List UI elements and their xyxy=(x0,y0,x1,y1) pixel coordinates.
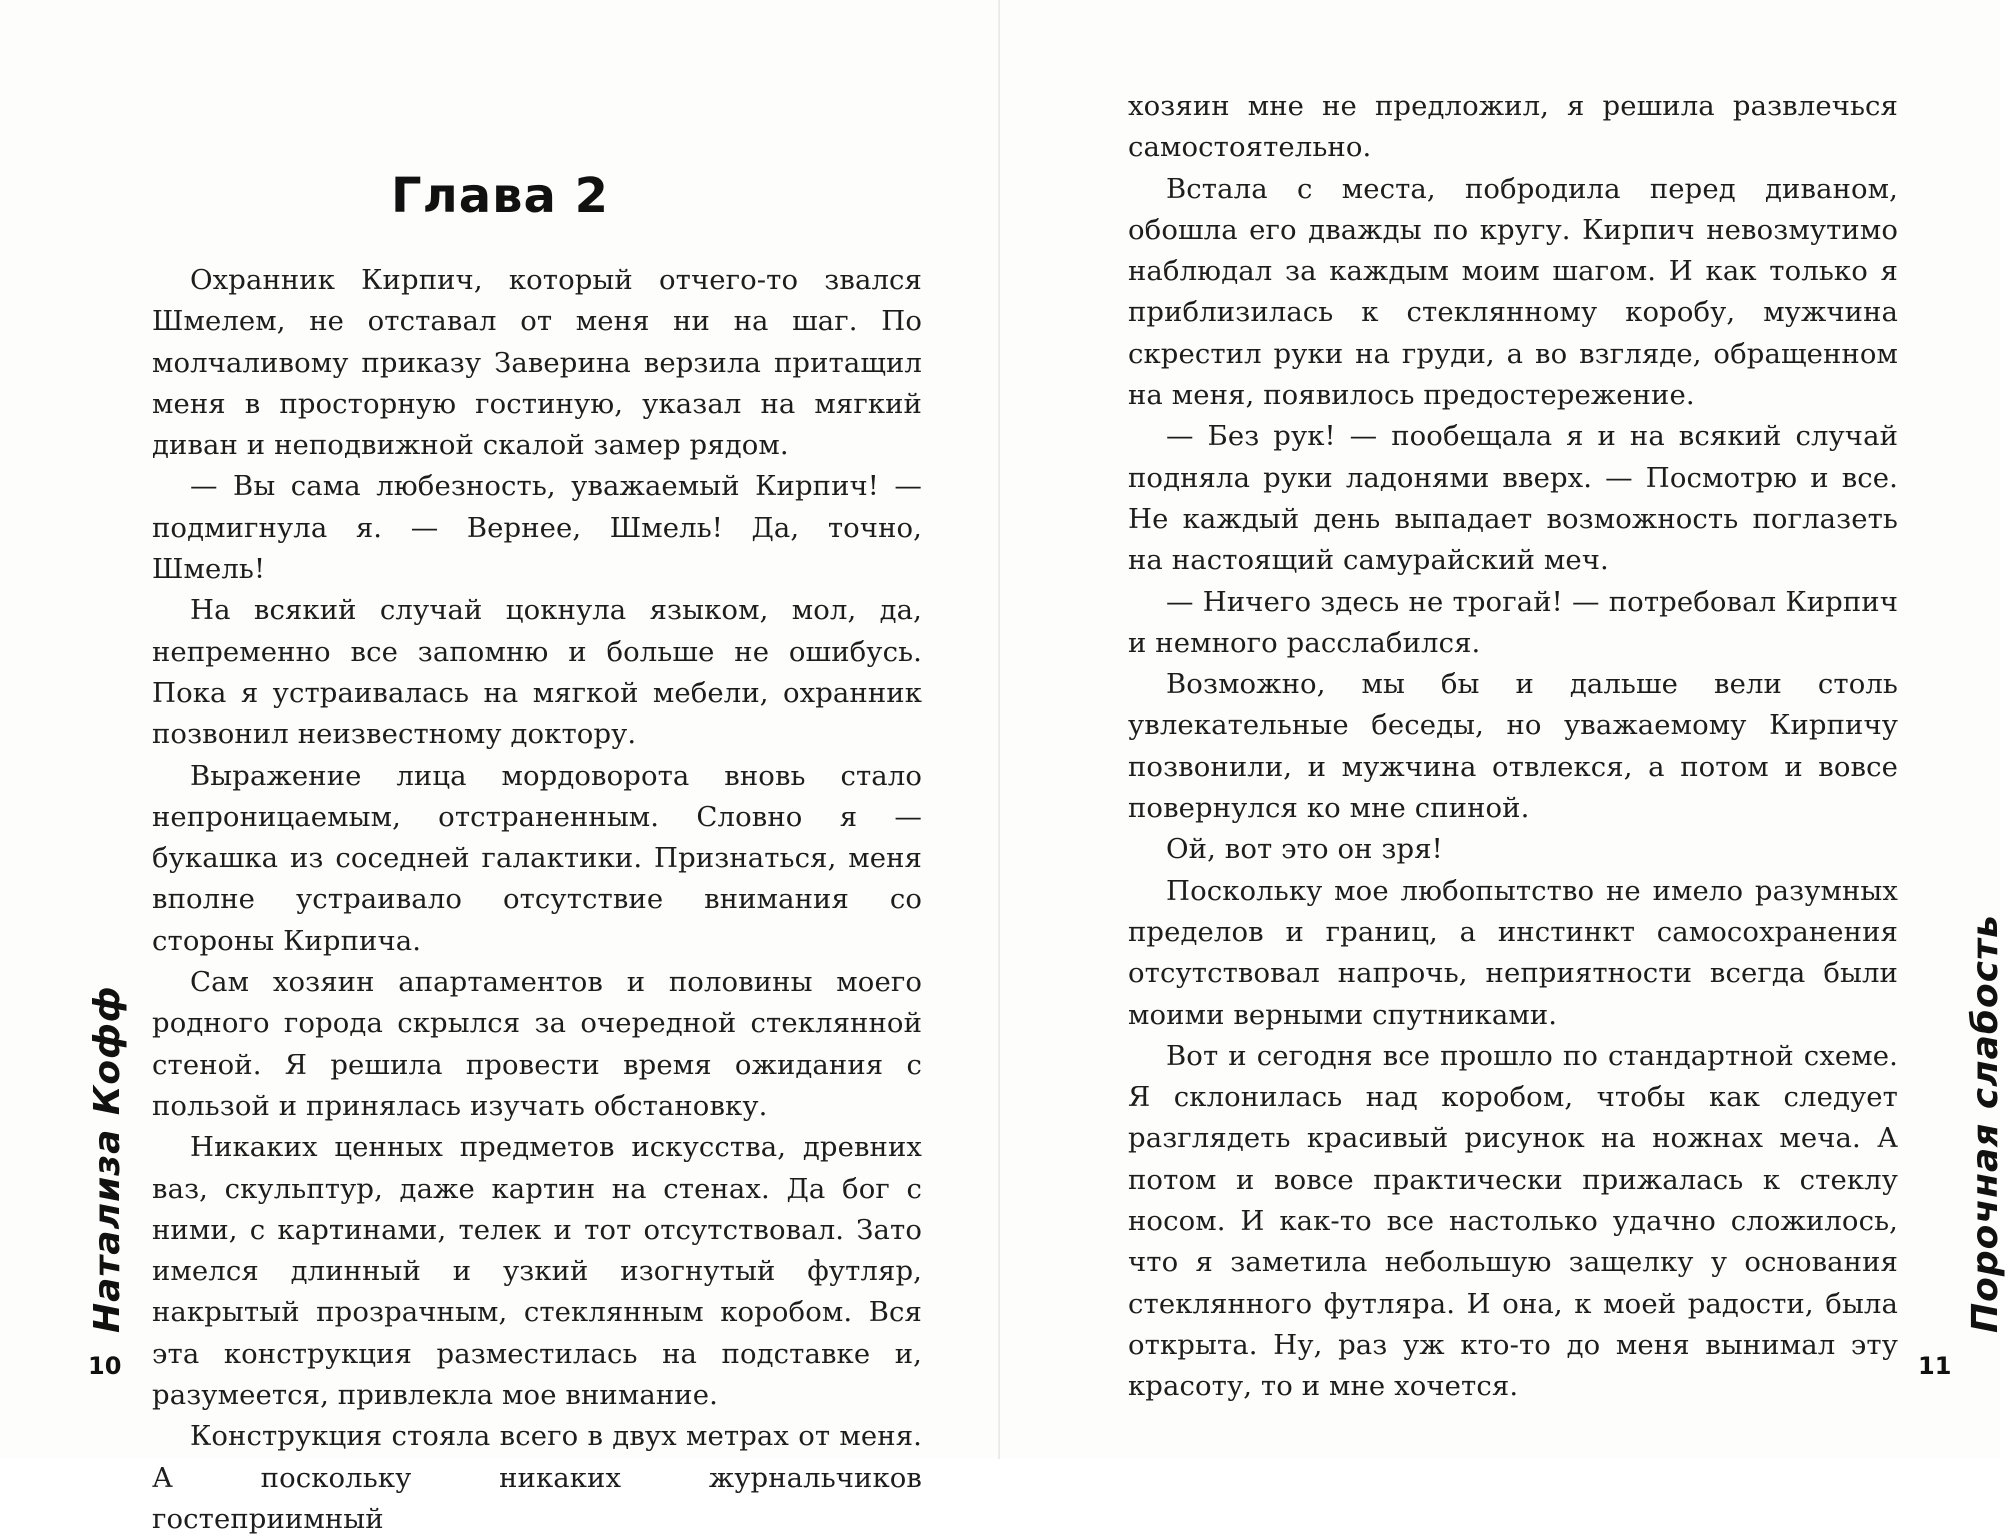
page-number-right: 11 xyxy=(1918,1352,1952,1380)
paragraph: Поскольку мое любопытство не имело разумных пределов и границ, а инстинкт самосохранения отсутствовал напрочь, неприятности всегда были моими верными спутниками. xyxy=(1128,874,1898,1031)
chapter-title: Глава 2 xyxy=(390,168,609,224)
page-number-left: 10 xyxy=(88,1352,122,1380)
left-page xyxy=(0,0,1000,1535)
paragraph: Охранник Кирпич, который отчего-то звался Шмелем, не отставал от меня ни на шаг. По молчаливому приказу Заверина верзила притащил меня в просторную гостиную, указал на мягкий диван и неподвижной скалой замер рядом. xyxy=(152,264,922,462)
paragraph: Конструкция стояла всего в двух метрах от меня. А поскольку никаких журнальчиков гостеприимный xyxy=(152,1420,922,1535)
paragraph: Никаких ценных предметов искусства, древних ваз, скульптур, даже картин на стенах. Да бог с ними, с картинами, телек и тот отсутствовал. Зато имелся длинный и узкий изогнутый футляр, накрытый прозрачным, стеклянным коробом. Вся эта конструкция разместилась на подставке и, разумеется, привлекла мое внимание. xyxy=(152,1131,922,1412)
left-page-text xyxy=(152,260,922,1540)
paragraph: Ой, вот это он зря! xyxy=(1166,833,1443,866)
paragraph: — Без рук! — пообещала я и на всякий случай подняла руки ладонями вверх. — Посмотрю и все. Не каждый день выпадает возможность поглазеть на настоящий самурайский меч. xyxy=(1128,420,1898,577)
paragraph: На всякий случай цокнула языком, мол, да, непременно все запомню и больше не ошибусь. Пока я устраивалась на мягкой мебели, охранник позвонил неизвестному доктору. xyxy=(152,594,922,751)
paragraph-continuation: хозяин мне не предложил, я решила развлечься самостоятельно. xyxy=(1128,90,1898,164)
right-page-text xyxy=(1128,86,1898,1408)
paragraph: — Ничего здесь не трогай! — потребовал Кирпич и немного расслабился. xyxy=(1128,585,1898,659)
paragraph: Возможно, мы бы и дальше вели столь увлекательные беседы, но уважаемому Кирпичу позвонили, и мужчина отвлекся, а потом и вовсе повернулся ко мне спиной. xyxy=(1128,668,1898,825)
paragraph: Сам хозяин апартаментов и половины моего родного города скрылся за очередной стеклянной стеной. Я решила провести время ожидания с пользой и принялась изучать обстановку. xyxy=(152,966,922,1122)
paragraph: Выражение лица мордоворота вновь стало непроницаемым, отстраненным. Словно я — букашка из соседней галактики. Признаться, меня вполне устраивало отсутствие внимания со стороны Кирпича. xyxy=(152,759,922,957)
paragraph: Вот и сегодня все прошло по стандартной схеме. Я склонилась над коробом, чтобы как следует разглядеть красивый рисунок на ножнах меча. А потом и вовсе практически прижалась к стеклу носом. И как-то все настолько удачно сложилось, что я заметила небольшую защелку у основания стеклянного футляра. И она, к моей радости, была открыта. Ну, раз уж кто-то до меня вынимал эту красоту, то и мне хочется. xyxy=(1128,1039,1898,1403)
title-running-head: Порочная слабость xyxy=(1965,914,2006,1333)
author-running-head: Натализа Кофф xyxy=(87,985,128,1333)
right-page xyxy=(1000,0,2006,1459)
paragraph: — Вы сама любезность, уважаемый Кирпич! — подмигнула я. — Вернее, Шмель! Да, точно, Шмель! xyxy=(152,470,922,586)
paragraph: Встала с места, побродила перед диваном, обошла его дважды по кругу. Кирпич невозмутимо наблюдал за каждым моим шагом. И как только я приблизилась к стеклянному коробу, мужчина скрестил руки на груди, а во взгляде, обращенном на меня, появилось предостережение. xyxy=(1128,172,1898,412)
